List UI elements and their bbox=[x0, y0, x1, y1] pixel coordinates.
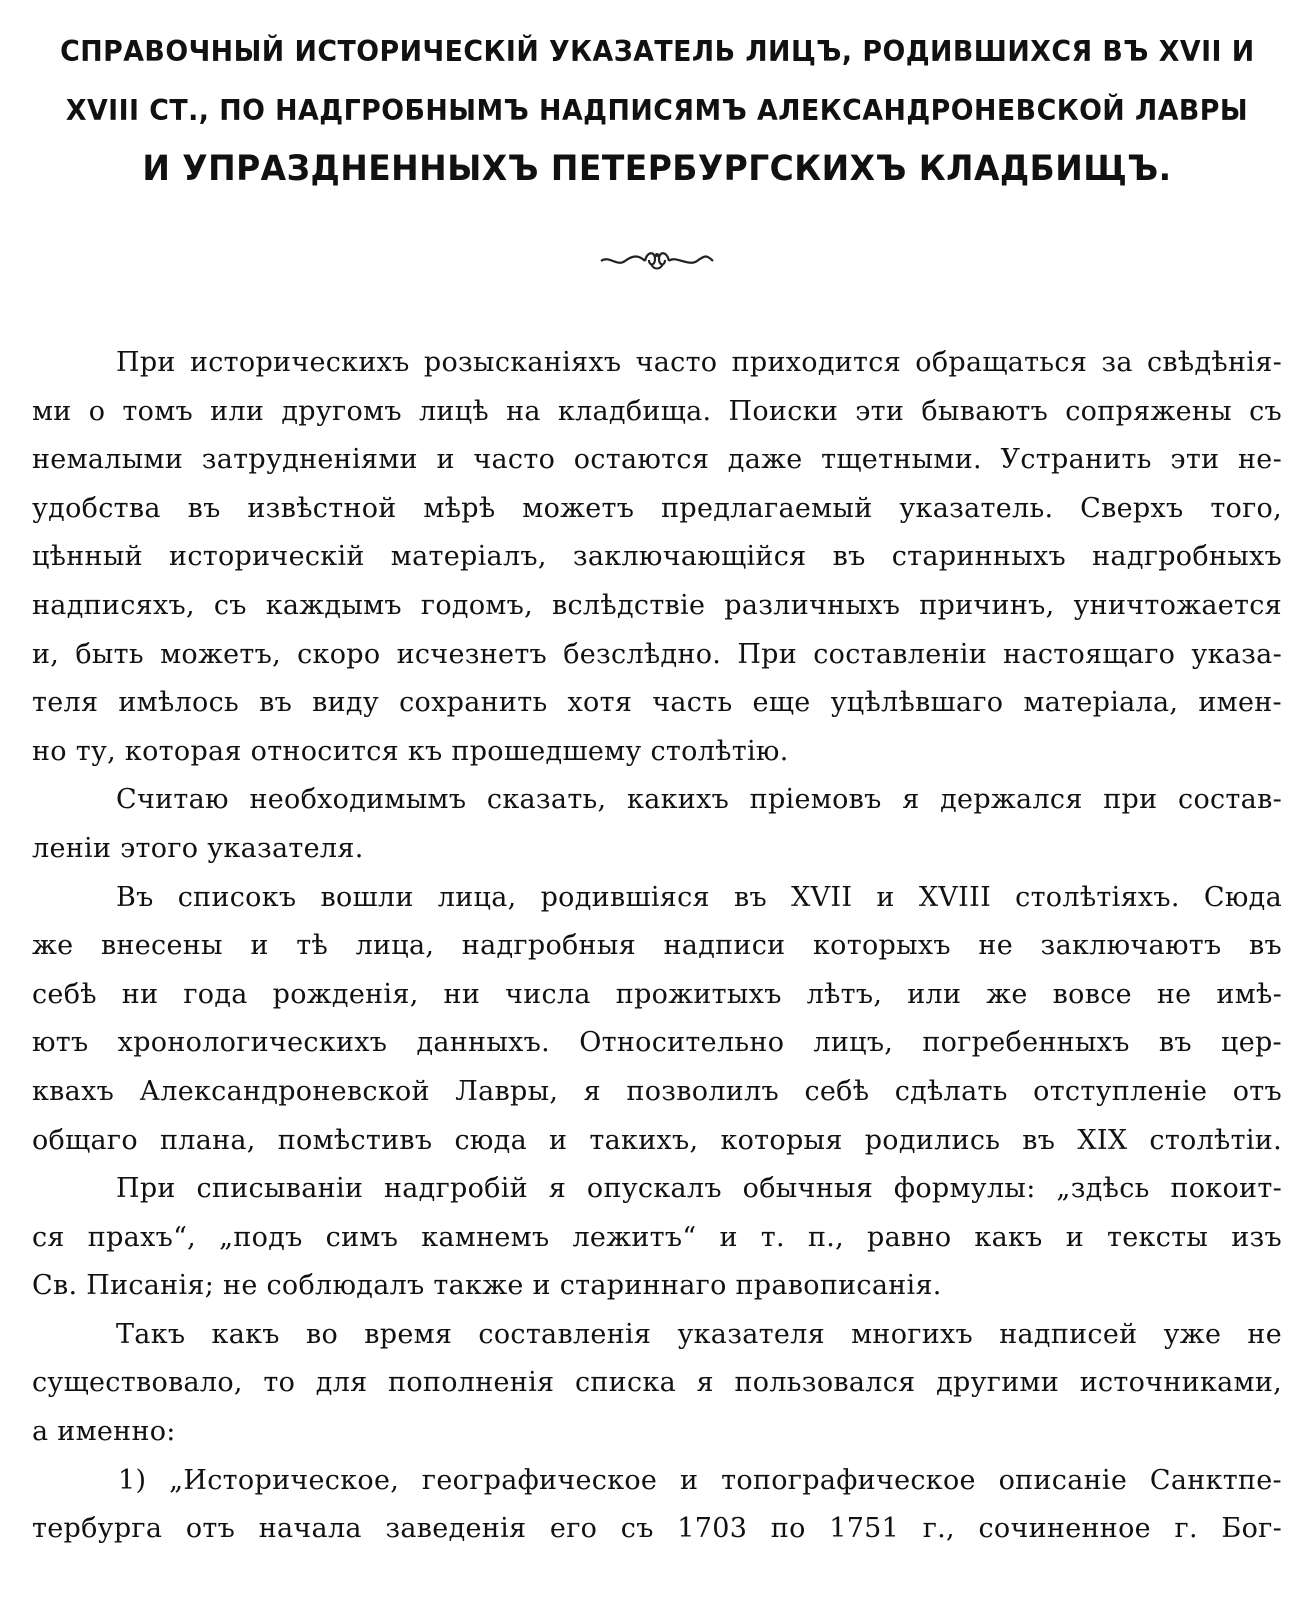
paragraph-line: а именно: bbox=[32, 1416, 176, 1448]
paragraph-line: общаго плана, помѣстивъ сюда и такихъ, которыя родились въ XIX столѣтіи. bbox=[32, 1124, 1282, 1156]
list-item-line: тербурга отъ начала заведенія его съ 1703 по 1751 г., сочиненное г. Бог- bbox=[32, 1513, 1282, 1545]
paragraph-line: ютъ хронологическихъ данныхъ. Относительно лицъ, погребенныхъ въ цер- bbox=[32, 1027, 1282, 1059]
paragraph-line: теля имѣлось въ виду сохранить хотя часть еще уцѣлѣвшаго матеріала, имен- bbox=[32, 687, 1282, 719]
paragraph-line: существовало, то для пополненія списка я пользовался другими источниками, bbox=[32, 1367, 1282, 1399]
paragraph-line: надписяхъ, съ каждымъ годомъ, вслѣдствіе различныхъ причинъ, уничтожается bbox=[32, 589, 1282, 621]
paragraph-line: удобства въ извѣстной мѣрѣ можетъ предлагаемый указатель. Сверхъ того, bbox=[32, 492, 1282, 524]
paragraph-line: немалыми затрудненіями и часто остаются даже тщетными. Устранить эти не- bbox=[32, 444, 1282, 476]
paragraph-line: ся прахъ“, „подъ симъ камнемъ лежитъ“ и т. п., равно какъ и тексты изъ bbox=[32, 1221, 1282, 1253]
title-line-2: XVIII СТ., ПО НАДГРОБНЫМЪ НАДПИСЯМЪ АЛЕКСАНДРОНЕВСКОЙ ЛАВРЫ bbox=[65, 94, 1249, 127]
paragraph-line: Считаю необходимымъ сказать, какихъ пріемовъ я держался при состав- bbox=[116, 784, 1282, 816]
page-title bbox=[60, 22, 1254, 199]
paragraph-line: При списываніи надгробій я опускалъ обычныя формулы: „здѣсь покоит- bbox=[116, 1173, 1282, 1205]
paragraph-line: цѣнный историческій матеріалъ, заключающійся въ старинныхъ надгробныхъ bbox=[32, 541, 1282, 573]
paragraph-line: Въ списокъ вошли лица, родившіяся въ XVII и XVIII столѣтіяхъ. Сюда bbox=[116, 881, 1282, 913]
paragraph-line: леніи этого указателя. bbox=[32, 832, 364, 864]
body-text bbox=[32, 339, 1282, 1554]
paragraph-line: Св. Писанія; не соблюдалъ также и стариннаго правописанія. bbox=[32, 1270, 942, 1302]
paragraph-line: квахъ Александроневской Лавры, я позволилъ себѣ сдѣлать отступленіе отъ bbox=[32, 1075, 1282, 1107]
paragraph-line: Такъ какъ во время составленія указателя многихъ надписей уже не bbox=[116, 1318, 1282, 1350]
paragraph-line: ми о томъ или другомъ лицѣ на кладбища. Поиски эти бываютъ сопряжены съ bbox=[32, 395, 1282, 427]
paragraph-line: же внесены и тѣ лица, надгробныя надписи которыхъ не заключаютъ въ bbox=[32, 930, 1282, 962]
paragraph-line: но ту, которая относится къ прошедшему столѣтію. bbox=[32, 735, 789, 767]
title-line-1: СПРАВОЧНЫЙ ИСТОРИЧЕСКІЙ УКАЗАТЕЛЬ ЛИЦЪ, РОДИВШИХСЯ ВЪ XVII И bbox=[60, 35, 1255, 68]
title-line-3: И УПРАЗДНЕННЫХЪ ПЕТЕРБУРГСКИХЪ КЛАДБИЩЪ. bbox=[142, 149, 1172, 189]
list-item-line: 1) „Историческое, географическое и топографическое описаніе Санктпе- bbox=[118, 1464, 1282, 1496]
decorative-flourish-icon bbox=[0, 246, 1314, 278]
paragraph-line: и, быть можетъ, скоро исчезнетъ безслѣдно. При составленіи настоящаго указа- bbox=[32, 638, 1282, 670]
paragraph-line: себѣ ни года рожденія, ни числа прожитыхъ лѣтъ, или же вовсе не имѣ- bbox=[32, 978, 1282, 1010]
paragraph-line: При историческихъ розысканіяхъ часто приходится обращаться за свѣдѣнія- bbox=[116, 347, 1282, 378]
